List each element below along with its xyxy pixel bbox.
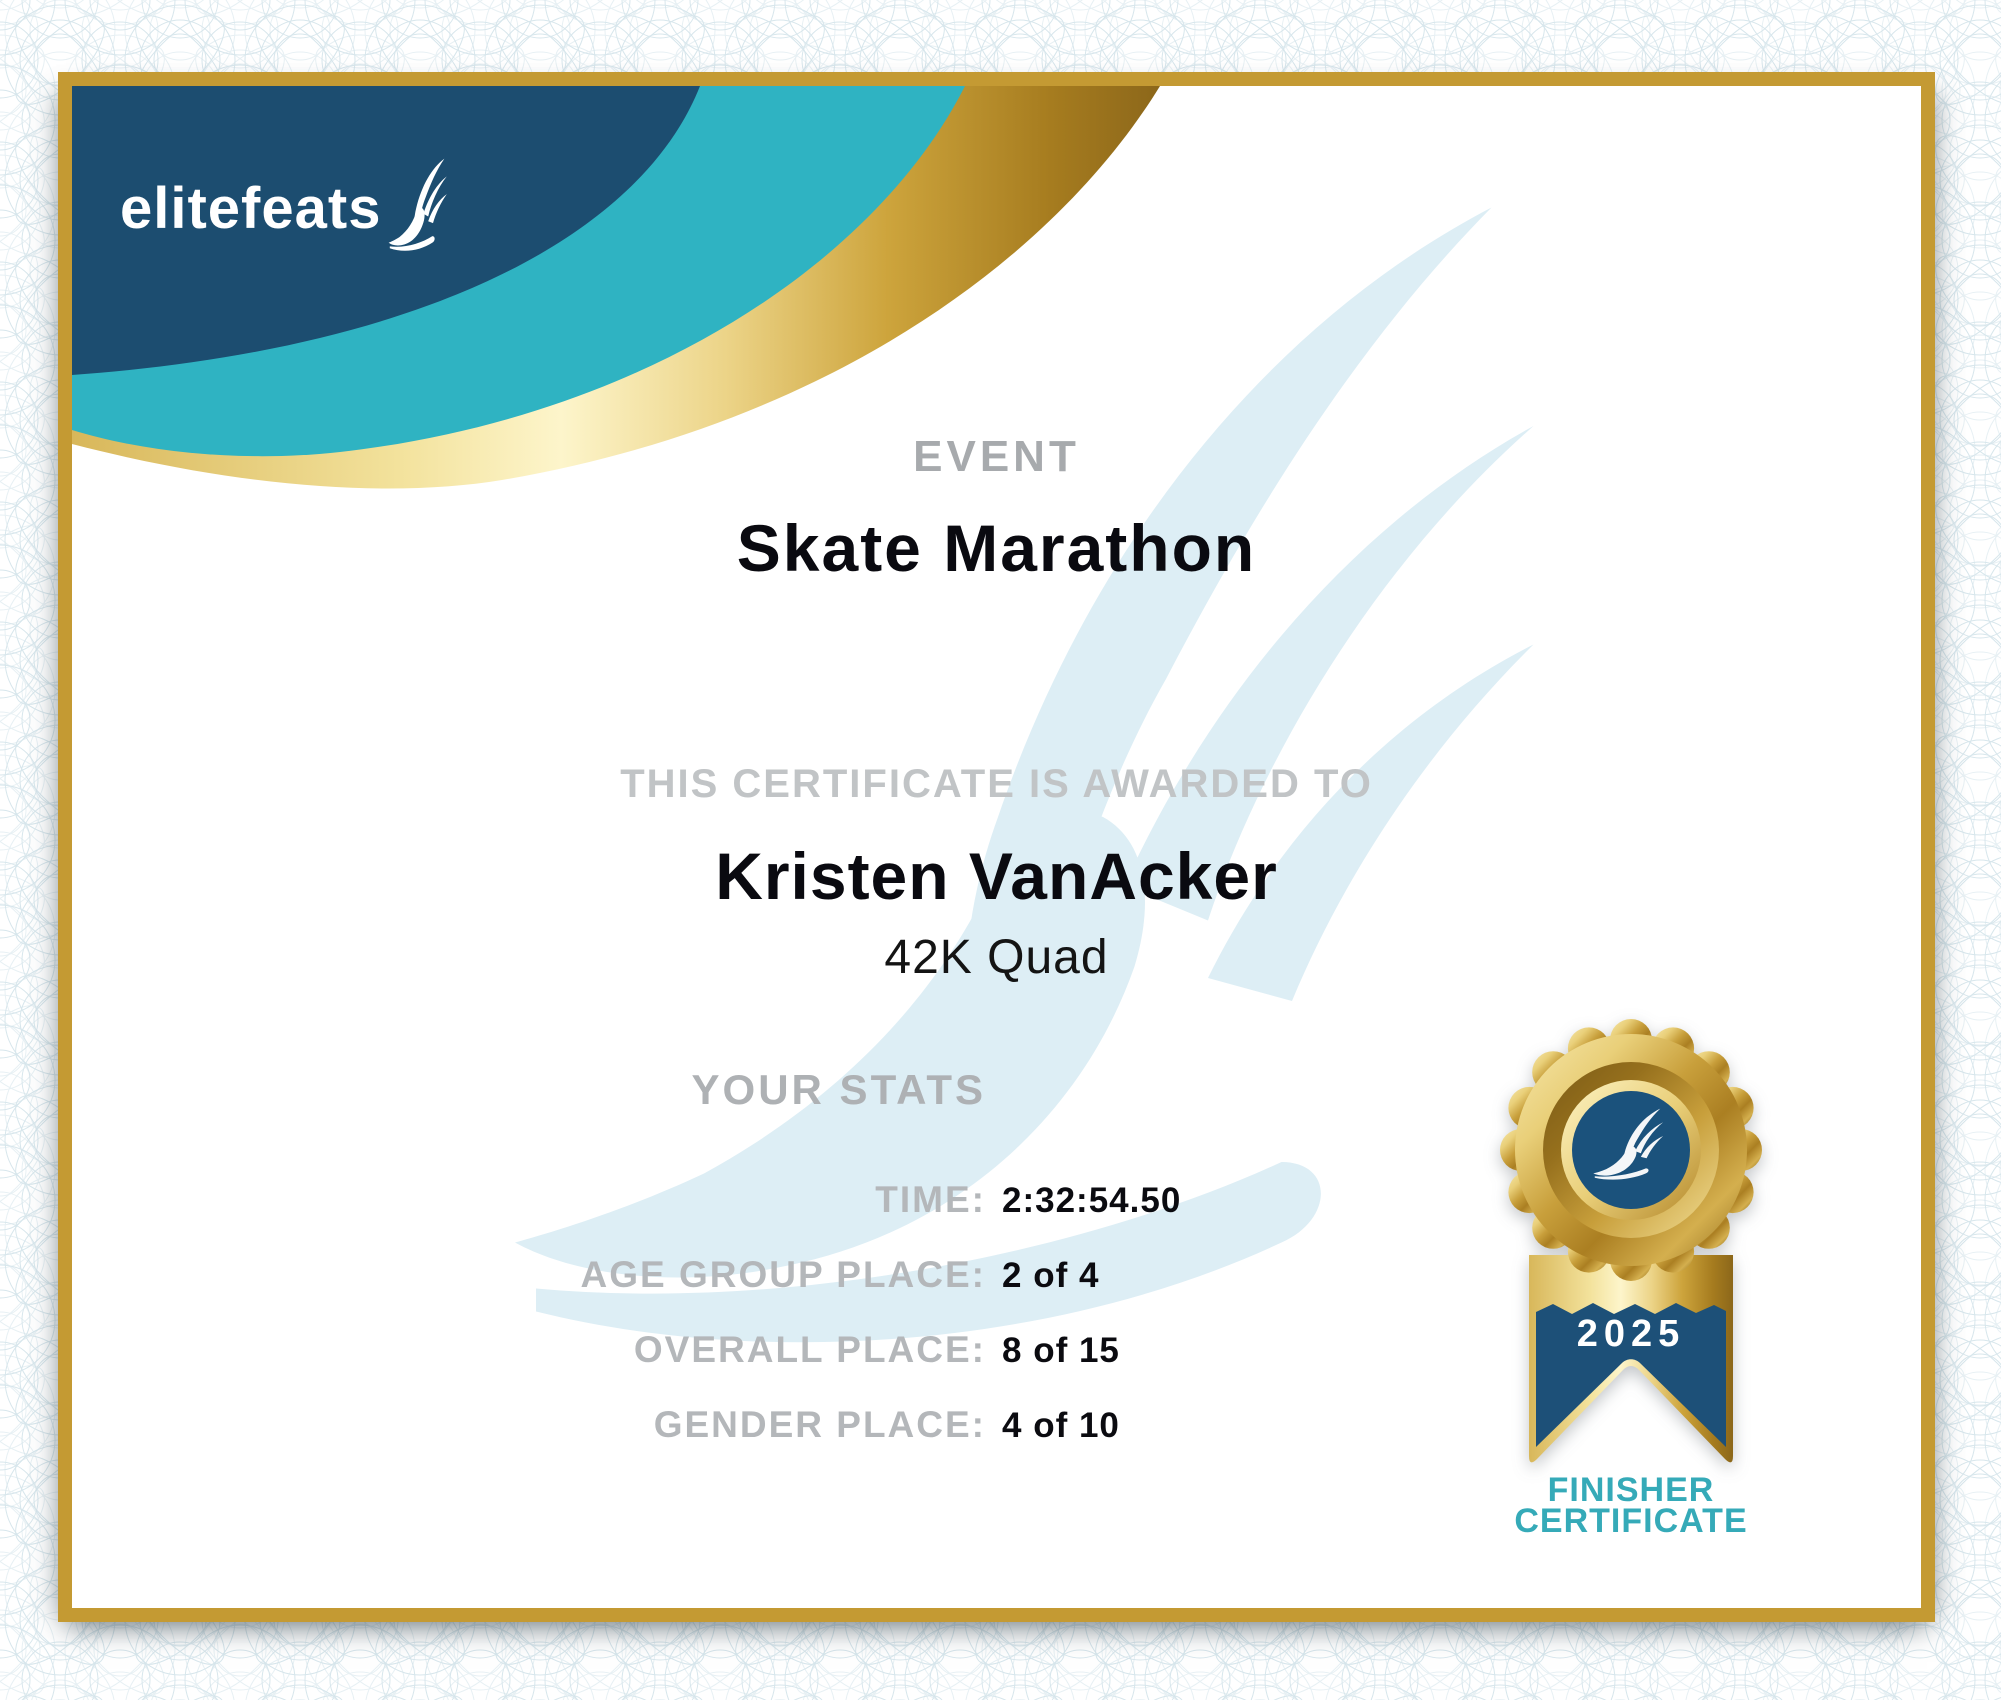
event-label: EVENT xyxy=(913,432,1080,481)
stats-heading: YOUR STATS xyxy=(691,1066,986,1113)
badge-title-line2: CERTIFICATE xyxy=(1514,1502,1748,1540)
stat-label: TIME: xyxy=(875,1179,986,1220)
badge-title xyxy=(1496,1471,1766,1540)
stat-label: OVERALL PLACE: xyxy=(633,1329,986,1370)
stat-value: 4 of 10 xyxy=(1002,1406,1120,1445)
badge-year: 2025 xyxy=(1576,1313,1686,1355)
brand-logo-text: elitefeats xyxy=(120,176,382,241)
stat-value: 2:32:54.50 xyxy=(1002,1181,1182,1220)
stat-label: GENDER PLACE: xyxy=(653,1404,986,1445)
stat-value: 2 of 4 xyxy=(1002,1256,1100,1295)
stat-value: 8 of 15 xyxy=(1002,1331,1120,1370)
certificate xyxy=(58,72,1935,1622)
badge-title-line1: FINISHER xyxy=(1547,1471,1715,1509)
winged-foot-logo-icon xyxy=(385,154,457,266)
event-name: Skate Marathon xyxy=(736,511,1257,585)
brand-logo xyxy=(120,152,457,266)
division-name: 42K Quad xyxy=(884,931,1109,984)
recipient-name: Kristen VanAcker xyxy=(715,839,1278,913)
stat-label: AGE GROUP PLACE: xyxy=(580,1254,986,1295)
finisher-medal-badge xyxy=(1496,1015,1766,1485)
awarded-to-label: THIS CERTIFICATE IS AWARDED TO xyxy=(620,762,1373,806)
